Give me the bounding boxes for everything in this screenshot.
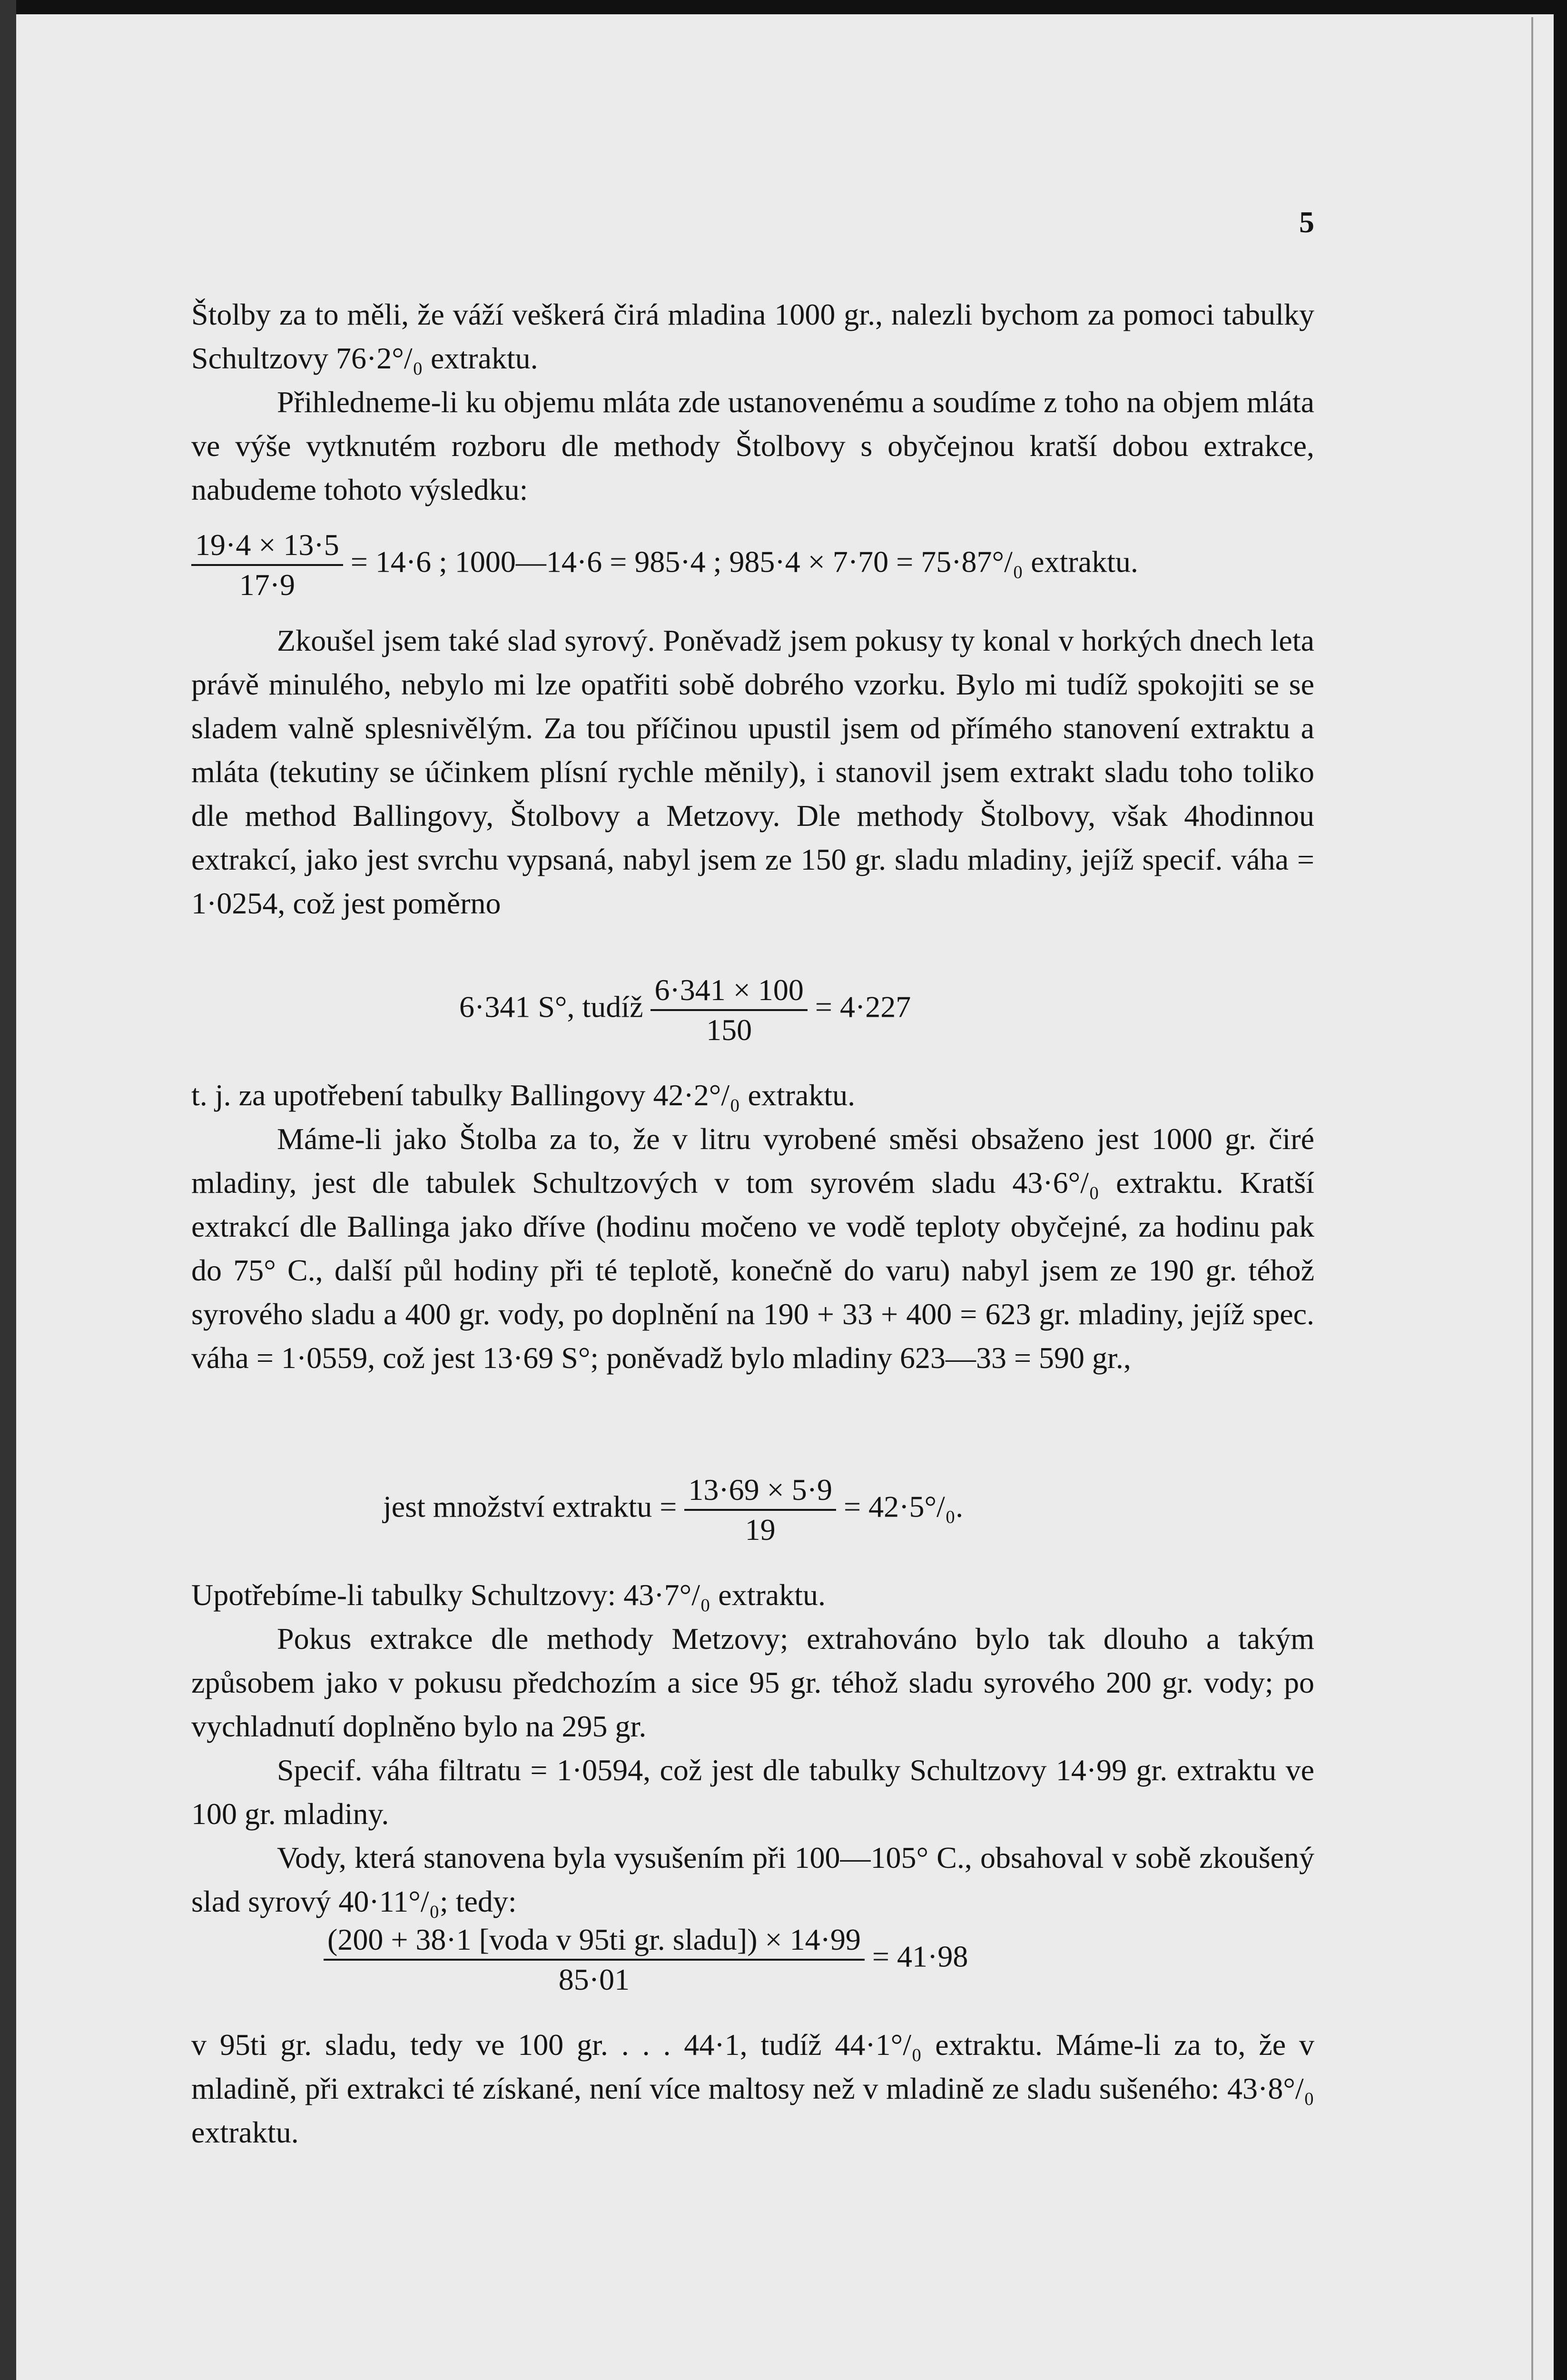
fraction-denominator: 150: [706, 1013, 752, 1047]
fraction-numerator: 13·69 × 5·9: [684, 1471, 836, 1511]
fraction-denominator: 17·9: [239, 568, 296, 602]
formula-rest: = 41·98: [872, 1939, 968, 1973]
text-block-2: [191, 619, 1314, 925]
paragraph: Zkoušel jsem také slad syrový. Poněvadž jsem pokusy ty konal v horkých dnech leta právě minulého, nebylo mi lze opatřiti sobě dobrého vzorku. Bylo mi tudíž spokojiti se se sladem valně splesnivělým. Za tou příčinou upustil jsem od přímého stanovení extraktu a mláta (tekutiny se účinkem plísní rychle měnily), i stanovil jsem extrakt sladu toho toliko dle method Ballingovy, Štolbovy a Metzovy. Dle methody Štolbovy, však 4hodinnou extrakcí, jako jest svrchu vypsaná, nabyl jsem ze 150 gr. sladu mladiny, jejíž specif. váha = 1·0254, což jest poměrno: [191, 624, 1314, 920]
scan-right-fold-line: [1531, 17, 1533, 2380]
fraction-numerator: (200 + 38·1 [voda v 95ti gr. sladu]) × 14·99: [324, 1921, 865, 1961]
formula-2: [459, 971, 911, 1049]
text-block-3: [191, 1073, 1314, 1380]
scan-top-border: [0, 0, 1567, 14]
fraction-denominator: 19: [745, 1513, 776, 1547]
paragraph: Štolby za to měli, že váží veškerá čirá mladina 1000 gr., nalezli bychom za pomoci tabulky Schultzovy 76·2°/₀ extraktu.: [191, 298, 1314, 375]
formula-rest: = 4·227: [815, 990, 911, 1024]
paragraph: Přihledneme-li ku objemu mláta zde ustanovenému a soudíme z toho na objem mláta ve výše vytknutém rozboru dle methody Štolbovy s obyčejnou kratší dobou extrakce, nabudeme tohoto výsledku:: [191, 385, 1314, 506]
fraction-numerator: 19·4 × 13·5: [191, 526, 343, 566]
formula-prefix: jest množství extraktu =: [383, 1489, 677, 1524]
paragraph: Upotřebíme-li tabulky Schultzovy: 43·7°/₀ extraktu.: [191, 1578, 826, 1612]
page-number: 5: [1299, 205, 1314, 239]
formula-rest: = 42·5°/₀.: [844, 1489, 964, 1524]
text-block-4: [191, 1573, 1314, 1924]
scan-right-border: [1554, 0, 1567, 2380]
formula-3: [383, 1471, 963, 1549]
paragraph: t. j. za upotřebení tabulky Ballingovy 42·2°/₀ extraktu.: [191, 1078, 856, 1112]
paragraph: Máme-li jako Štolba za to, že v litru vyrobené směsi obsaženo jest 1000 gr. čiré mladiny, jest dle tabulek Schultzových v tom syrovém sladu 43·6°/₀ extraktu. Kratší extrakcí dle Ballinga jako dříve (hodinu močeno ve vodě teploty obyčejné, za hodinu pak do 75° C., další půl hodiny při té teplotě, konečně do varu) nabyl jsem ze 190 gr. téhož syrového sladu a 400 gr. vody, po doplnění na 190 + 33 + 400 = 623 gr. mladiny, jejíž spec. váha = 1·0559, což jest 13·69 S°; poněvadž bylo mladiny 623—33 = 590 gr.,: [191, 1122, 1314, 1375]
formula-4: [324, 1921, 968, 1999]
fraction: [324, 1921, 865, 1999]
fraction-denominator: 85·01: [558, 1963, 630, 1996]
fraction: [650, 971, 807, 1049]
fraction: [191, 526, 343, 604]
paragraph: Pokus extrakce dle methody Metzovy; extrahováno bylo tak dlouho a takým způsobem jako v pokusu předchozím a sice 95 gr. téhož sladu syrového 200 gr. vody; po vychladnutí doplněno bylo na 295 gr.: [191, 1622, 1314, 1743]
formula-prefix: 6·341 S°, tudíž: [459, 990, 643, 1024]
paragraph: Specif. váha filtratu = 1·0594, což jest dle tabulky Schultzovy 14·99 gr. extraktu ve 100 gr. mladiny.: [191, 1753, 1314, 1831]
fraction-numerator: 6·341 × 100: [650, 971, 807, 1011]
paragraph: Vody, která stanovena byla vysušením při 100—105° C., obsahoval v sobě zkoušený slad syrový 40·11°/₀; tedy:: [191, 1841, 1314, 1918]
text-block-1: [191, 293, 1314, 512]
formula-1: [191, 526, 1138, 604]
text-block-5: [191, 2023, 1314, 2154]
paragraph: v 95ti gr. sladu, tedy ve 100 gr. . . . 44·1, tudíž 44·1°/₀ extraktu. Máme-li za to, že v mladině, při extrakci té získané, není více maltosy než v mladině ze sladu sušeného: 43·8°/₀ extraktu.: [191, 2028, 1314, 2149]
scan-left-border: [0, 0, 16, 2380]
formula-rest: = 14·6 ; 1000—14·6 = 985·4 ; 985·4 × 7·70 = 75·87°/₀ extraktu.: [350, 545, 1138, 579]
fraction: [684, 1471, 836, 1549]
